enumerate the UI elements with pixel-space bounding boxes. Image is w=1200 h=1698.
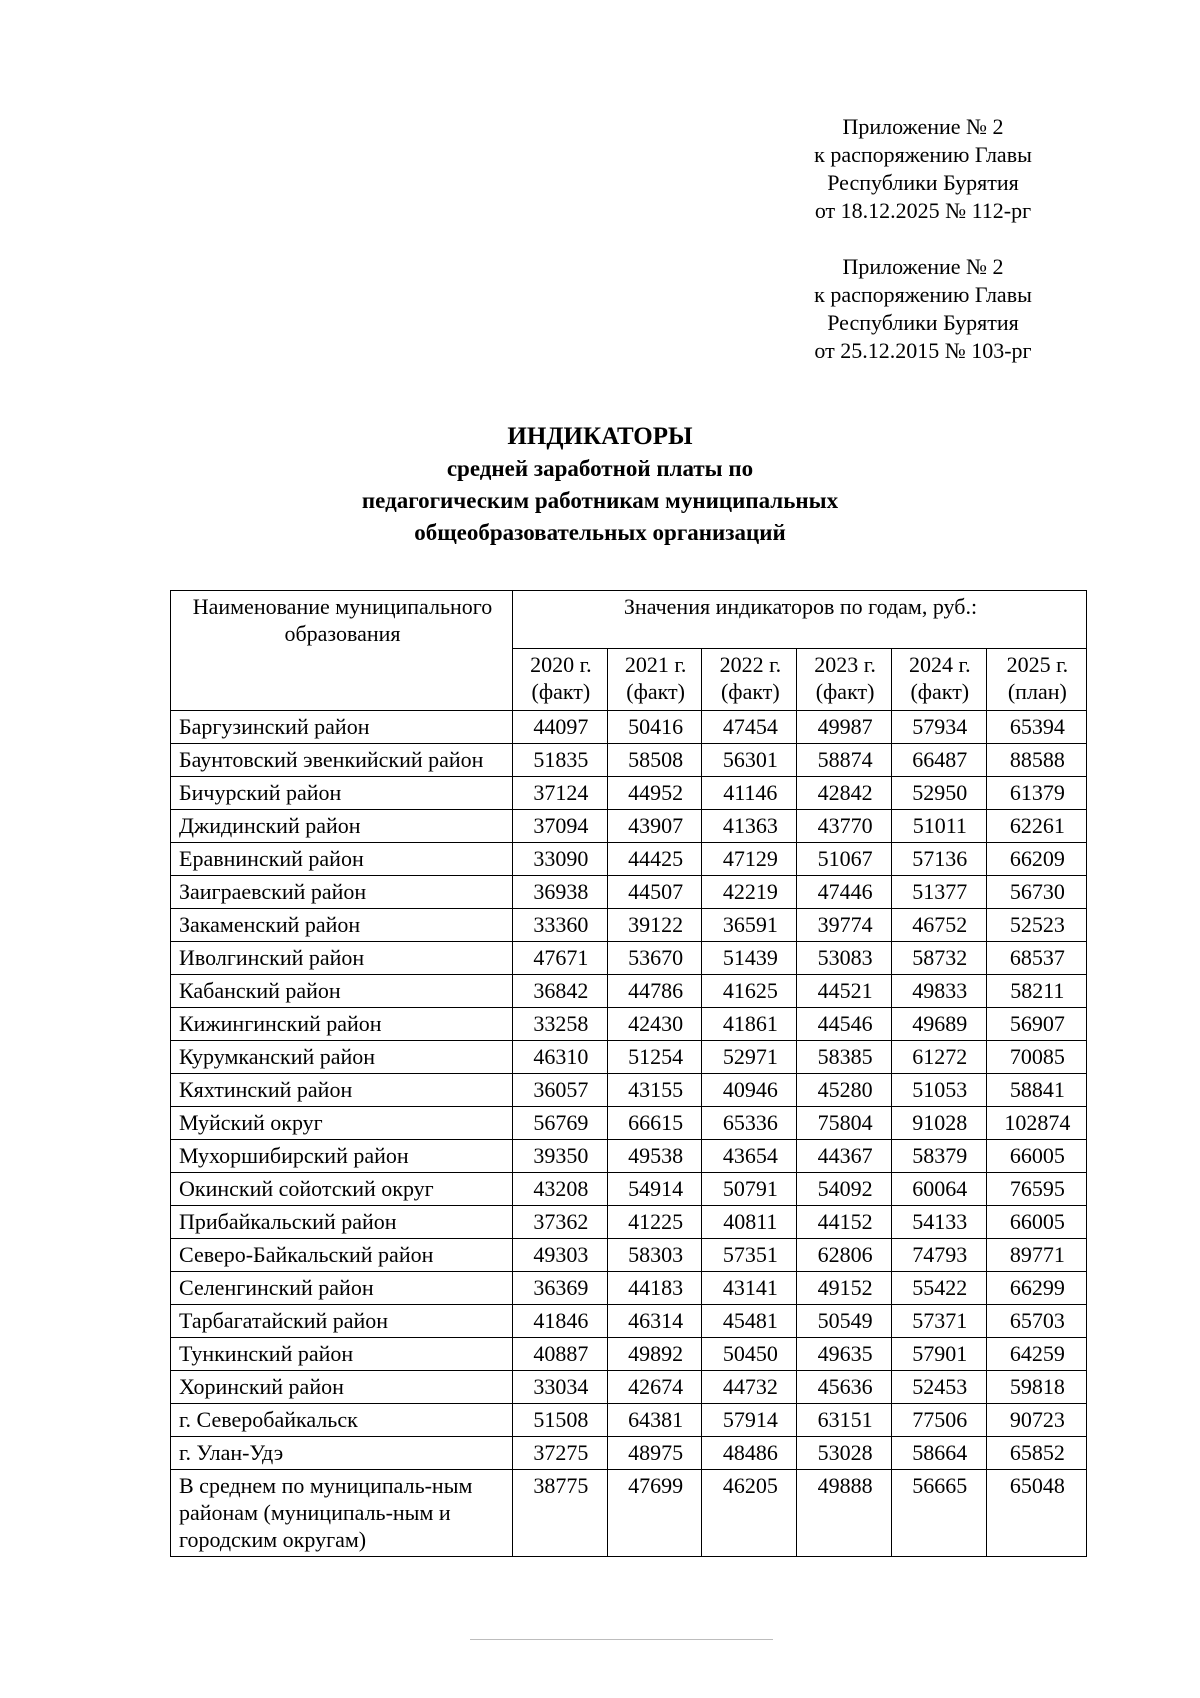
- indicator-value: 47454: [702, 711, 797, 744]
- table-row: [171, 1371, 1087, 1404]
- indicator-value: 58732: [891, 942, 986, 975]
- municipality-name: Мухоршибирский район: [171, 1140, 513, 1173]
- indicator-value: 91028: [891, 1107, 986, 1140]
- municipality-name: Иволгинский район: [171, 942, 513, 975]
- municipality-name: Тункинский район: [171, 1338, 513, 1371]
- indicator-value: 44732: [702, 1371, 797, 1404]
- indicator-value: 41225: [607, 1206, 702, 1239]
- header-year-type: (факт): [531, 679, 591, 704]
- table-row: [171, 1338, 1087, 1371]
- indicator-value: 57351: [702, 1239, 797, 1272]
- indicator-value: 41146: [702, 777, 797, 810]
- indicator-value: 43907: [607, 810, 702, 843]
- indicator-value: 65394: [986, 711, 1086, 744]
- indicator-value: 49892: [607, 1338, 702, 1371]
- table-body: [171, 711, 1087, 1557]
- indicator-value: 52523: [986, 909, 1086, 942]
- indicator-value: 58874: [797, 744, 892, 777]
- indicator-value: 46310: [513, 1041, 608, 1074]
- municipality-name: г. Улан-Удэ: [171, 1437, 513, 1470]
- indicator-value: 51835: [513, 744, 608, 777]
- indicator-value: 66209: [986, 843, 1086, 876]
- table-row: [171, 1239, 1087, 1272]
- document-title: [0, 421, 1200, 549]
- header-year-label: 2022 г.: [719, 652, 782, 677]
- indicator-value: 66299: [986, 1272, 1086, 1305]
- indicator-value: 53670: [607, 942, 702, 975]
- indicator-value: 75804: [797, 1107, 892, 1140]
- municipality-name: Закаменский район: [171, 909, 513, 942]
- header-year: [607, 649, 702, 711]
- indicator-value: 42674: [607, 1371, 702, 1404]
- table-row: [171, 843, 1087, 876]
- indicator-value: 88588: [986, 744, 1086, 777]
- indicators-table: [170, 590, 1087, 1557]
- indicator-value: 58385: [797, 1041, 892, 1074]
- indicator-value: 57136: [891, 843, 986, 876]
- appendix-line: от 18.12.2025 № 112-рг: [814, 198, 1032, 223]
- indicator-value: 90723: [986, 1404, 1086, 1437]
- indicator-value: 66487: [891, 744, 986, 777]
- indicator-value: 54914: [607, 1173, 702, 1206]
- indicator-value: 49303: [513, 1239, 608, 1272]
- title-subtitle: средней заработной платы по: [446, 456, 754, 481]
- municipality-name: Курумканский район: [171, 1041, 513, 1074]
- indicator-value: 63151: [797, 1404, 892, 1437]
- appendix-line: Республики Бурятия: [827, 170, 1019, 195]
- indicator-value: 51508: [513, 1404, 608, 1437]
- indicator-value: 56301: [702, 744, 797, 777]
- indicator-value: 37124: [513, 777, 608, 810]
- indicator-value: 70085: [986, 1041, 1086, 1074]
- table-row: [171, 711, 1087, 744]
- header-year-type: (факт): [910, 679, 970, 704]
- indicator-value: 53028: [797, 1437, 892, 1470]
- indicator-value: 49888: [797, 1470, 892, 1557]
- indicator-value: 44183: [607, 1272, 702, 1305]
- indicator-value: 102874: [986, 1107, 1086, 1140]
- table-row: [171, 810, 1087, 843]
- appendix-line: Республики Бурятия: [827, 310, 1019, 335]
- indicator-value: 57901: [891, 1338, 986, 1371]
- indicator-value: 56769: [513, 1107, 608, 1140]
- municipality-name: Кабанский район: [171, 975, 513, 1008]
- indicator-value: 53083: [797, 942, 892, 975]
- indicator-value: 58379: [891, 1140, 986, 1173]
- table-row: [171, 975, 1087, 1008]
- indicator-value: 50791: [702, 1173, 797, 1206]
- indicator-value: 44097: [513, 711, 608, 744]
- indicator-value: 40811: [702, 1206, 797, 1239]
- indicator-value: 39774: [797, 909, 892, 942]
- indicator-value: 65703: [986, 1305, 1086, 1338]
- indicator-value: 66005: [986, 1206, 1086, 1239]
- indicator-value: 33034: [513, 1371, 608, 1404]
- indicator-value: 44507: [607, 876, 702, 909]
- municipality-name: Тарбагатайский район: [171, 1305, 513, 1338]
- header-year-label: 2024 г.: [909, 652, 971, 677]
- table-row: [171, 1206, 1087, 1239]
- municipality-name: Селенгинский район: [171, 1272, 513, 1305]
- indicator-value: 50450: [702, 1338, 797, 1371]
- indicator-value: 40946: [702, 1074, 797, 1107]
- title-main: ИНДИКАТОРЫ: [507, 423, 693, 450]
- indicator-value: 49987: [797, 711, 892, 744]
- title-subtitle: педагогическим работникам муниципальных: [361, 488, 839, 513]
- municipality-name: Окинский сойотский округ: [171, 1173, 513, 1206]
- indicator-value: 46752: [891, 909, 986, 942]
- indicator-value: 36591: [702, 909, 797, 942]
- indicator-value: 51377: [891, 876, 986, 909]
- table-row: [171, 1074, 1087, 1107]
- table-row: [171, 1041, 1087, 1074]
- appendix-line: от 25.12.2015 № 103-рг: [814, 338, 1032, 363]
- header-year-type: (план): [1007, 679, 1067, 704]
- table-row: [171, 1272, 1087, 1305]
- indicator-value: 56730: [986, 876, 1086, 909]
- indicator-value: 38775: [513, 1470, 608, 1557]
- indicator-value: 61379: [986, 777, 1086, 810]
- indicator-value: 43141: [702, 1272, 797, 1305]
- header-year: [702, 649, 797, 711]
- municipality-name: Прибайкальский район: [171, 1206, 513, 1239]
- table-row: [171, 1008, 1087, 1041]
- header-year-label: 2020 г.: [530, 652, 592, 677]
- indicator-value: 43155: [607, 1074, 702, 1107]
- indicator-value: 59818: [986, 1371, 1086, 1404]
- header-year-type: (факт): [720, 679, 780, 704]
- indicator-value: 45280: [797, 1074, 892, 1107]
- indicator-value: 68537: [986, 942, 1086, 975]
- indicator-value: 58664: [891, 1437, 986, 1470]
- municipality-name: г. Северобайкальск: [171, 1404, 513, 1437]
- indicator-value: 65048: [986, 1470, 1086, 1557]
- indicator-value: 36938: [513, 876, 608, 909]
- indicator-value: 33258: [513, 1008, 608, 1041]
- indicator-value: 60064: [891, 1173, 986, 1206]
- municipality-name: Муйский округ: [171, 1107, 513, 1140]
- indicator-value: 55422: [891, 1272, 986, 1305]
- indicator-value: 64259: [986, 1338, 1086, 1371]
- indicator-value: 56907: [986, 1008, 1086, 1041]
- appendix-line: к распоряжению Главы: [814, 282, 1032, 307]
- header-municipality: Наименование муниципального образования: [171, 591, 513, 711]
- municipality-name: Баунтовский эвенкийский район: [171, 744, 513, 777]
- indicator-value: 48975: [607, 1437, 702, 1470]
- title-subtitle: общеобразовательных организаций: [414, 520, 786, 545]
- indicator-value: 57934: [891, 711, 986, 744]
- indicator-value: 33090: [513, 843, 608, 876]
- indicator-value: 50549: [797, 1305, 892, 1338]
- header-year-label: 2025 г.: [1006, 652, 1069, 677]
- appendix-note-current: [763, 113, 1083, 225]
- indicator-value: 33360: [513, 909, 608, 942]
- indicator-value: 51439: [702, 942, 797, 975]
- indicator-value: 44952: [607, 777, 702, 810]
- indicator-value: 51254: [607, 1041, 702, 1074]
- indicator-value: 66615: [607, 1107, 702, 1140]
- indicator-value: 65336: [702, 1107, 797, 1140]
- indicator-value: 47446: [797, 876, 892, 909]
- table-row: [171, 1173, 1087, 1206]
- indicator-value: 54133: [891, 1206, 986, 1239]
- indicator-value: 49152: [797, 1272, 892, 1305]
- indicator-value: 76595: [986, 1173, 1086, 1206]
- indicator-value: 47129: [702, 843, 797, 876]
- appendix-note-original: [763, 253, 1083, 365]
- indicator-value: 51053: [891, 1074, 986, 1107]
- table-header-row: [171, 591, 1087, 649]
- indicator-value: 56665: [891, 1470, 986, 1557]
- municipality-name: Кижингинский район: [171, 1008, 513, 1041]
- indicator-value: 52950: [891, 777, 986, 810]
- table-row: [171, 1437, 1087, 1470]
- indicator-value: 74793: [891, 1239, 986, 1272]
- indicator-value: 36842: [513, 975, 608, 1008]
- indicator-value: 54092: [797, 1173, 892, 1206]
- indicator-value: 49538: [607, 1140, 702, 1173]
- indicator-value: 52453: [891, 1371, 986, 1404]
- header-values-group: Значения индикаторов по годам, руб.:: [513, 591, 1087, 649]
- indicator-value: 52971: [702, 1041, 797, 1074]
- indicator-value: 58303: [607, 1239, 702, 1272]
- appendix-line: Приложение № 2: [842, 254, 1004, 279]
- header-year: [986, 649, 1086, 711]
- municipality-name: Северо-Байкальский район: [171, 1239, 513, 1272]
- indicator-value: 49689: [891, 1008, 986, 1041]
- indicator-value: 50416: [607, 711, 702, 744]
- indicator-value: 36057: [513, 1074, 608, 1107]
- appendix-line: к распоряжению Главы: [814, 142, 1032, 167]
- indicator-value: 58508: [607, 744, 702, 777]
- indicator-value: 66005: [986, 1140, 1086, 1173]
- indicator-value: 89771: [986, 1239, 1086, 1272]
- indicator-value: 46205: [702, 1470, 797, 1557]
- indicator-value: 57914: [702, 1404, 797, 1437]
- indicator-value: 45636: [797, 1371, 892, 1404]
- header-year: [891, 649, 986, 711]
- indicator-value: 41625: [702, 975, 797, 1008]
- indicator-value: 77506: [891, 1404, 986, 1437]
- municipality-name: Бичурский район: [171, 777, 513, 810]
- indicator-value: 43654: [702, 1140, 797, 1173]
- indicator-value: 57371: [891, 1305, 986, 1338]
- indicator-value: 44425: [607, 843, 702, 876]
- indicator-value: 65852: [986, 1437, 1086, 1470]
- municipality-name: Баргузинский район: [171, 711, 513, 744]
- indicator-value: 43770: [797, 810, 892, 843]
- table-row: [171, 942, 1087, 975]
- indicator-value: 58211: [986, 975, 1086, 1008]
- table-row: [171, 909, 1087, 942]
- table-row: [171, 777, 1087, 810]
- municipality-name: Еравнинский район: [171, 843, 513, 876]
- header-year-label: 2021 г.: [624, 652, 687, 677]
- table-row: [171, 744, 1087, 777]
- indicator-value: 44521: [797, 975, 892, 1008]
- footer-divider: [470, 1639, 773, 1640]
- table-row: [171, 1470, 1087, 1557]
- indicator-value: 37362: [513, 1206, 608, 1239]
- indicator-value: 37094: [513, 810, 608, 843]
- indicator-value: 41363: [702, 810, 797, 843]
- indicator-value: 58841: [986, 1074, 1086, 1107]
- table-row: [171, 1140, 1087, 1173]
- indicator-value: 51011: [891, 810, 986, 843]
- municipality-name: Хоринский район: [171, 1371, 513, 1404]
- indicator-value: 62261: [986, 810, 1086, 843]
- indicator-value: 61272: [891, 1041, 986, 1074]
- indicator-value: 41846: [513, 1305, 608, 1338]
- indicator-value: 42842: [797, 777, 892, 810]
- indicator-value: 47699: [607, 1470, 702, 1557]
- indicator-value: 62806: [797, 1239, 892, 1272]
- table-row: [171, 876, 1087, 909]
- indicator-value: 44152: [797, 1206, 892, 1239]
- indicator-value: 37275: [513, 1437, 608, 1470]
- indicator-value: 40887: [513, 1338, 608, 1371]
- indicator-value: 43208: [513, 1173, 608, 1206]
- indicator-value: 51067: [797, 843, 892, 876]
- table-row: [171, 1404, 1087, 1437]
- indicator-value: 47671: [513, 942, 608, 975]
- indicator-value: 39122: [607, 909, 702, 942]
- appendix-line: Приложение № 2: [842, 114, 1004, 139]
- header-year-label: 2023 г.: [814, 652, 876, 677]
- header-year-type: (факт): [626, 679, 685, 704]
- indicator-value: 44367: [797, 1140, 892, 1173]
- indicator-value: 39350: [513, 1140, 608, 1173]
- indicator-value: 48486: [702, 1437, 797, 1470]
- municipality-name: В среднем по муниципаль-ным районам (муниципаль-ным и городским округам): [171, 1470, 513, 1557]
- table-row: [171, 1305, 1087, 1338]
- municipality-name: Кяхтинский район: [171, 1074, 513, 1107]
- header-year-type: (факт): [815, 679, 875, 704]
- table-row: [171, 1107, 1087, 1140]
- indicator-value: 64381: [607, 1404, 702, 1437]
- municipality-name: Заиграевский район: [171, 876, 513, 909]
- indicator-value: 44546: [797, 1008, 892, 1041]
- indicator-value: 41861: [702, 1008, 797, 1041]
- indicator-value: 45481: [702, 1305, 797, 1338]
- indicator-value: 44786: [607, 975, 702, 1008]
- indicator-value: 42430: [607, 1008, 702, 1041]
- header-year: [513, 649, 608, 711]
- indicator-value: 42219: [702, 876, 797, 909]
- municipality-name: Джидинский район: [171, 810, 513, 843]
- indicator-value: 49635: [797, 1338, 892, 1371]
- indicator-value: 46314: [607, 1305, 702, 1338]
- header-year: [797, 649, 892, 711]
- indicator-value: 36369: [513, 1272, 608, 1305]
- indicator-value: 49833: [891, 975, 986, 1008]
